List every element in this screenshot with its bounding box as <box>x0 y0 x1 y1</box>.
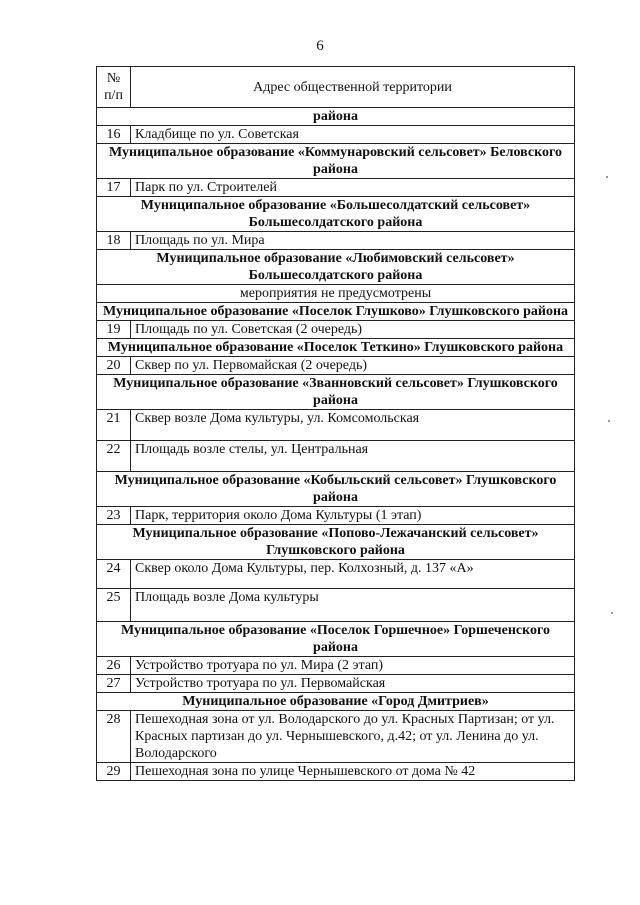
table-row <box>97 410 575 441</box>
note-row <box>97 285 575 303</box>
section-heading: Муниципальное образование «Попово-Лежачанский сельсовет» Глушковского района <box>97 525 575 560</box>
section-heading: Муниципальное образование «Званновский сельсовет» Глушковского района <box>97 375 575 410</box>
section-heading: Муниципальное образование «Коммунаровский сельсовет» Беловского района <box>97 144 575 179</box>
row-address: Сквер около Дома Культуры, пер. Колхозный, д. 137 «А» <box>131 560 575 589</box>
table-row <box>97 126 575 144</box>
section-heading: Муниципальное образование «Любимовский сельсовет» Большесолдатского района <box>97 250 575 285</box>
row-number: 17 <box>97 179 131 197</box>
territory-table <box>96 66 575 781</box>
row-address: Площадь по ул. Мира <box>131 232 575 250</box>
header-num: № п/п <box>97 67 131 108</box>
row-address: Площадь возле Дома культуры <box>131 589 575 622</box>
table-header-row <box>97 67 575 108</box>
row-number: 16 <box>97 126 131 144</box>
table-row <box>97 179 575 197</box>
row-number: 18 <box>97 232 131 250</box>
table-body <box>97 108 575 781</box>
section-row <box>97 144 575 179</box>
row-number: 19 <box>97 321 131 339</box>
scan-speck <box>606 176 608 178</box>
scan-speck <box>611 612 613 614</box>
section-row <box>97 303 575 321</box>
table-row <box>97 560 575 589</box>
section-row <box>97 525 575 560</box>
table-row <box>97 711 575 763</box>
row-address: Устройство тротуара по ул. Первомайская <box>131 675 575 693</box>
page-number: 6 <box>316 38 324 54</box>
header-address: Адрес общественной территории <box>131 67 575 108</box>
table-row <box>97 507 575 525</box>
table-row <box>97 441 575 472</box>
section-row <box>97 375 575 410</box>
row-address: Пешеходная зона по улице Чернышевского от дома № 42 <box>131 763 575 781</box>
section-heading: Муниципальное образование «Город Дмитриев» <box>97 693 575 711</box>
section-heading: Муниципальное образование «Поселок Теткино» Глушковского района <box>97 339 575 357</box>
section-row <box>97 693 575 711</box>
row-address: Площадь возле стелы, ул. Центральная <box>131 441 575 472</box>
table-row <box>97 589 575 622</box>
row-number: 25 <box>97 589 131 622</box>
row-number: 23 <box>97 507 131 525</box>
row-address: Парк, территория около Дома Культуры (1 этап) <box>131 507 575 525</box>
row-number: 27 <box>97 675 131 693</box>
table-row <box>97 675 575 693</box>
section-row <box>97 622 575 657</box>
section-row <box>97 108 575 126</box>
row-number: 21 <box>97 410 131 441</box>
row-address: Площадь по ул. Советская (2 очередь) <box>131 321 575 339</box>
section-heading: Муниципальное образование «Поселок Горшечное» Горшеченского района <box>97 622 575 657</box>
row-number: 28 <box>97 711 131 763</box>
row-number: 26 <box>97 657 131 675</box>
scan-speck <box>608 420 610 422</box>
section-row <box>97 197 575 232</box>
note-text: мероприятия не предусмотрены <box>97 285 575 303</box>
section-row <box>97 339 575 357</box>
row-number: 22 <box>97 441 131 472</box>
row-address: Парк по ул. Строителей <box>131 179 575 197</box>
row-address: Сквер возле Дома культуры, ул. Комсомольская <box>131 410 575 441</box>
section-heading: Муниципальное образование «Поселок Глушково» Глушковского района <box>97 303 575 321</box>
section-heading: Муниципальное образование «Кобыльский сельсовет» Глушковского района <box>97 472 575 507</box>
table-row <box>97 321 575 339</box>
table-row <box>97 763 575 781</box>
row-number: 29 <box>97 763 131 781</box>
row-address: Кладбище по ул. Советская <box>131 126 575 144</box>
table-row <box>97 357 575 375</box>
table-row <box>97 657 575 675</box>
row-address: Сквер по ул. Первомайская (2 очередь) <box>131 357 575 375</box>
section-row <box>97 472 575 507</box>
section-heading: района <box>97 108 575 126</box>
table-row <box>97 232 575 250</box>
section-heading: Муниципальное образование «Большесолдатский сельсовет» Большесолдатского района <box>97 197 575 232</box>
row-address: Устройство тротуара по ул. Мира (2 этап) <box>131 657 575 675</box>
row-number: 24 <box>97 560 131 589</box>
row-number: 20 <box>97 357 131 375</box>
row-address: Пешеходная зона от ул. Володарского до ул. Красных Партизан; от ул. Красных партизан до ул. Чернышевского, д.42; от ул. Ленина до ул. Володарского <box>131 711 575 763</box>
section-row <box>97 250 575 285</box>
